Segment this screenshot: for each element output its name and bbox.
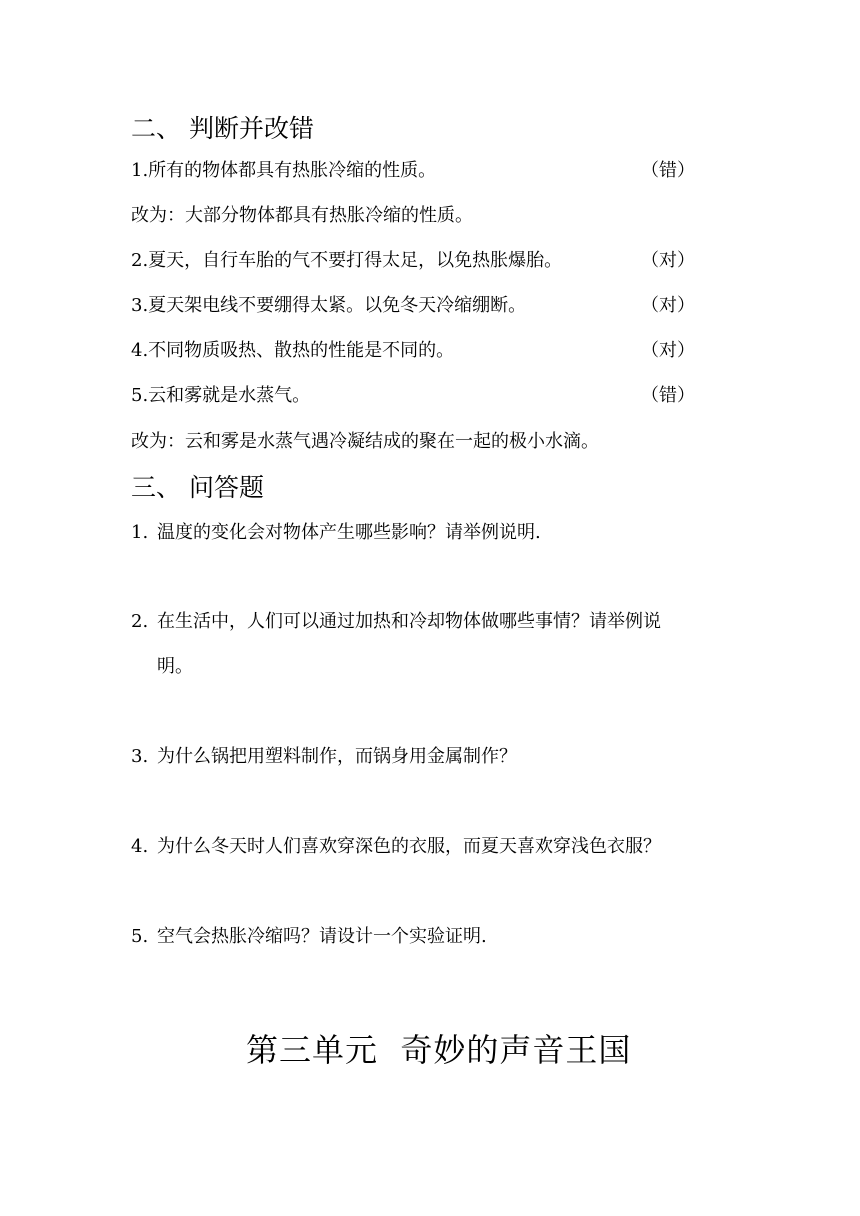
question-number-1: 1. [131,522,149,543]
judge-verdict-3: （对） [641,295,695,316]
judge-verdict-1: （错） [641,160,695,181]
unit-title: 第三单元 奇妙的声音王国 [246,1031,632,1069]
judge-item-5: 5.云和雾就是水蒸气。 [131,385,311,406]
question-number-2: 2. [131,611,149,632]
section-heading-qa: 三、 问答题 [131,473,264,502]
judge-verdict-2: （对） [641,250,695,271]
question-text-2: 在生活中，人们可以通过加热和冷却物体做哪些事情？请举例说 [157,611,661,632]
question-text-5: 空气会热胀冷缩吗？请设计一个实验证明. [157,926,487,947]
judge-verdict-5: （错） [641,385,695,406]
question-number-5: 5. [131,926,149,947]
question-text-2-continued: 明。 [157,656,193,677]
question-text-1: 温度的变化会对物体产生哪些影响？请举例说明. [157,522,541,543]
question-text-4: 为什么冬天时人们喜欢穿深色的衣服，而夏天喜欢穿浅色衣服？ [157,836,661,857]
question-number-3: 3. [131,746,149,767]
question-text-3: 为什么锅把用塑料制作，而锅身用金属制作？ [157,746,517,767]
judge-item-2: 2.夏天，自行车胎的气不要打得太足，以免热胀爆胎。 [131,250,563,271]
judge-correction-1: 改为：大部分物体都具有热胀冷缩的性质。 [131,205,473,226]
judge-correction-5: 改为：云和雾是水蒸气遇冷凝结成的聚在一起的极小水滴。 [131,431,599,452]
section-heading-judge: 二、 判断并改错 [131,114,314,143]
question-number-4: 4. [131,836,149,857]
judge-item-1: 1.所有的物体都具有热胀冷缩的性质。 [131,160,437,181]
judge-item-4: 4.不同物质吸热、散热的性能是不同的。 [131,340,455,361]
judge-verdict-4: （对） [641,340,695,361]
judge-item-3: 3.夏天架电线不要绷得太紧。以免冬天冷缩绷断。 [131,295,527,316]
